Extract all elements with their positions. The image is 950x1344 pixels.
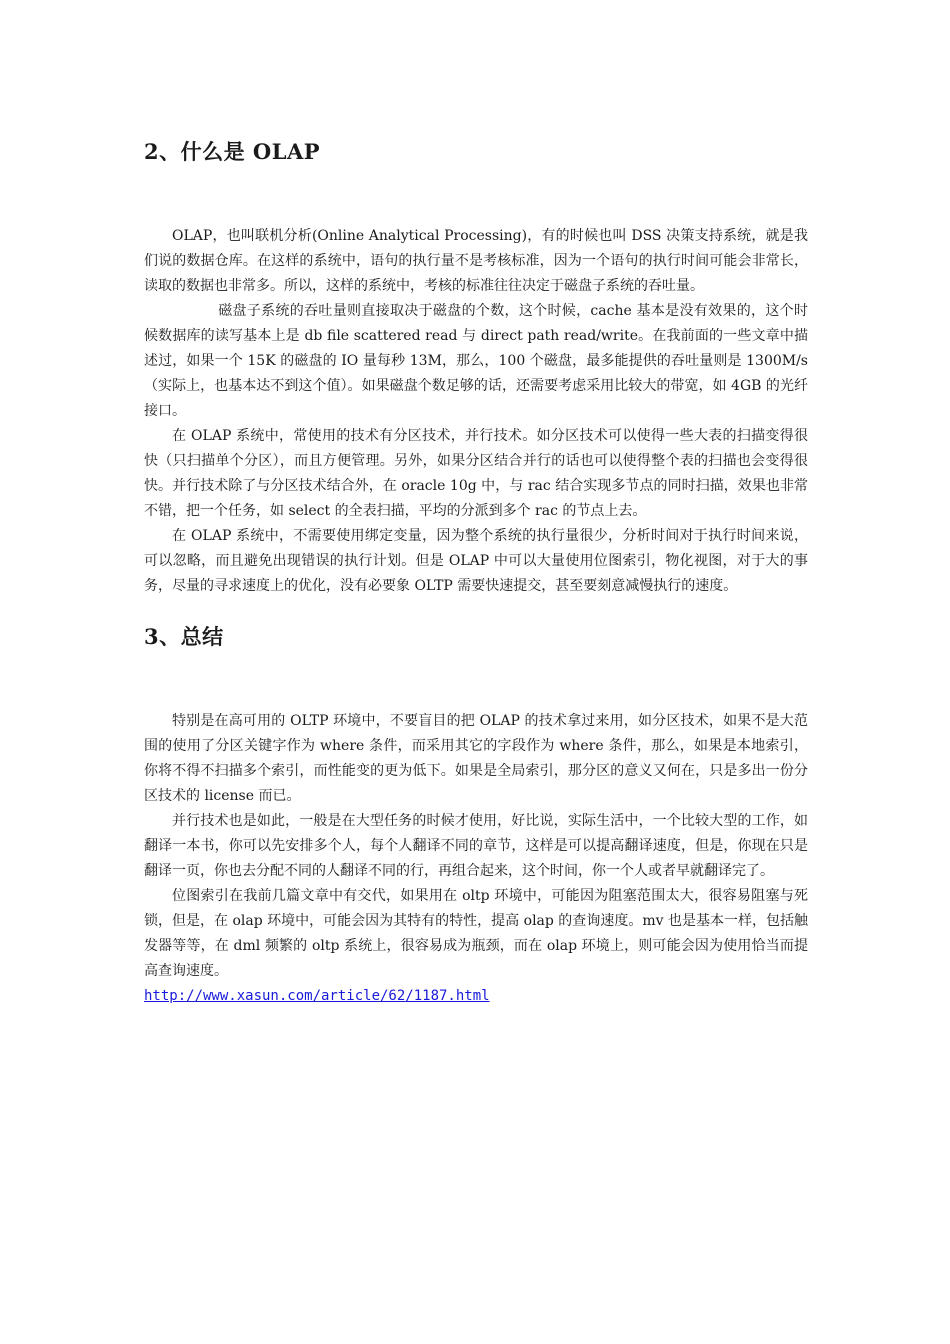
section-heading-summary: 3、总结 (144, 624, 224, 649)
spacer (144, 176, 808, 224)
paragraph: 在 OLAP 系统中，不需要使用绑定变量，因为整个系统的执行量很少，分析时间对于执行时间来说，可以忽略，而且避免出现错误的执行计划。但是 OLAP 中可以大量使用位图索引，物化视图，对于大的事务，尽量的寻求速度上的优化，没有必要象 OLTP 需要快速提交，甚至要刻意减慢执行的速度。 (144, 528, 808, 594)
paragraph: 位图索引在我前几篇文章中有交代，如果用在 oltp 环境中，可能因为阻塞范围太大，很容易阻塞与死锁，但是，在 olap 环境中，可能会因为其特有的特性，提高 olap 的查询速度。mv 也是基本一样，包括触发器等等，在 dml 频繁的 oltp 系统上，很容易成为瓶颈，而在 olap 环境上，则可能会因为使用恰当而提高查询速度。 (144, 888, 808, 979)
paragraph: 在 OLAP 系统中，常使用的技术有分区技术，并行技术。如分区技术可以使得一些大表的扫描变得很快（只扫描单个分区），而且方便管理。另外，如果分区结合并行的话也可以使得整个表的扫描也会变得很快。并行技术除了与分区技术结合外，在 oracle 10g 中，与 rac 结合实现多节点的同时扫描，效果也非常不错，把一个任务，如 select 的全表扫描，平均的分派到多个 rac 的节点上去。 (144, 428, 808, 519)
spacer (144, 661, 808, 709)
paragraph: OLAP，也叫联机分析(Online Analytical Processing)，有的时候也叫 DSS 决策支持系统，就是我们说的数据仓库。在这样的系统中，语句的执行量不是考核标准，因为一个语句的执行时间可能会非常长，读取的数据也非常多。所以，这样的系统中，考核的标准往往决定于磁盘子系统的吞吐量。 (144, 228, 808, 294)
document-body (144, 128, 808, 1009)
paragraph: 特别是在高可用的 OLTP 环境中，不要盲目的把 OLAP 的技术拿过来用，如分区技术，如果不是大范围的使用了分区关键字作为 where 条件，而采用其它的字段作为 where 条件，那么，如果是本地索引，你将不得不扫描多个索引，而性能变的更为低下。如果是全局索引，那分区的意义又何在，只是多出一份分区技术的 license 而已。 (144, 713, 808, 804)
section-heading-olap: 2、什么是 OLAP (144, 139, 321, 164)
paragraph: 并行技术也是如此，一般是在大型任务的时候才使用，好比说，实际生活中，一个比较大型的工作，如翻译一本书，你可以先安排多个人，每个人翻译不同的章节，这样是可以提高翻译速度，但是，你现在只是翻译一页，你也去分配不同的人翻译不同的行，再组合起来，这个时间，你一个人或者早就翻译完了。 (144, 813, 808, 879)
source-link[interactable]: http://www.xasun.com/article/62/1187.html (144, 988, 490, 1004)
paragraph: 磁盘子系统的吞吐量则直接取决于磁盘的个数，这个时候，cache 基本是没有效果的，这个时候数据库的读写基本上是 db file scattered read 与 direct path read/write。在我前面的一些文章中描述过，如果一个 15K 的磁盘的 IO 量每秒 13M，那么，100 个磁盘，最多能提供的吞吐量则是 1300M/s（实际上，也基本达不到这个值）。如果磁盘个数足够的话，还需要考虑采用比较大的带宽，如 4GB 的光纤接口。 (144, 303, 808, 419)
source-link-line (144, 984, 808, 1009)
